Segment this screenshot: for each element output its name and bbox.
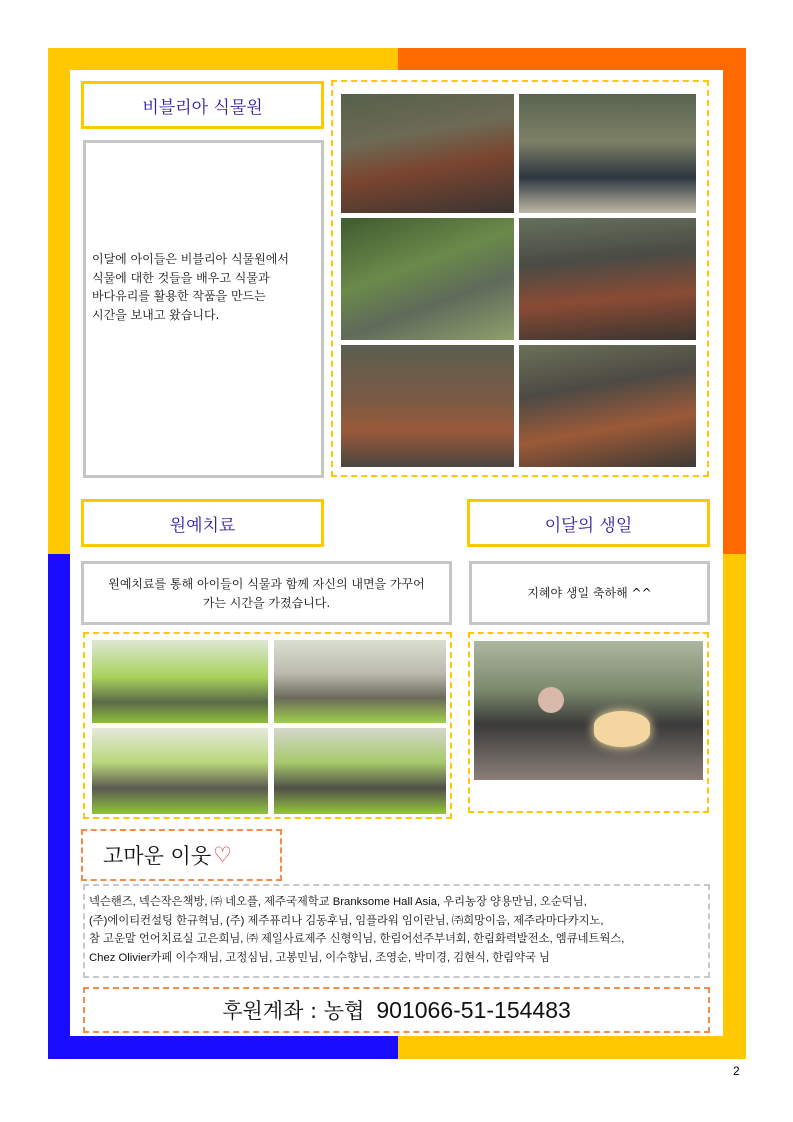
garden-text-line: 시간을 보내고 왔습니다. [92,307,220,322]
garden-photo [519,345,696,467]
garden-text-line: 이달에 아이들은 비블리아 식물원에서 [92,252,289,266]
horticulture-photo-grid [83,632,452,819]
garden-photo [341,94,514,213]
horticulture-photo [274,728,446,814]
garden-photo [341,345,514,467]
sponsor-line: (주)에이티컨설팅 한규혁님, (주) 제주퓨리나 김동후님, 임플라워 임이란님, ㈜희망이음, 제주라마다카지노, [89,914,604,927]
thanks-title-box [81,829,282,881]
garden-text-line: 바다유리를 활용한 작품을 만드는 [92,289,266,304]
thanks-title: 고마운 이웃 [103,844,212,868]
account-box [83,987,710,1033]
sponsor-line: Chez Olivier카페 이수재님, 고정심님, 고봉민님, 이수향님, 조영순, 박미경, 김현식, 한림약국 님 [89,951,550,964]
page-number: 2 [733,1064,740,1078]
birthday-photo [474,641,703,780]
birthday-cake [594,711,650,747]
garden-title [81,81,324,129]
sponsor-line: 참 고운말 언어치료실 고은희님, ㈜ 제일사료제주 신형익님, 한림어선주부녀회, 한림화력발전소, 엠큐네트웍스, [89,933,625,945]
birthday-photo-frame [468,632,709,813]
horticulture-photo [274,640,446,723]
horticulture-photo [92,728,268,814]
sponsor-list [83,884,710,978]
garden-photo [519,218,696,340]
birthday-title-text: 이달의 생일 [544,515,633,536]
account-number: 901066-51-154483 [376,996,571,1023]
horticulture-title [81,499,324,547]
garden-photo [341,218,514,340]
horticulture-text-line: 원예치료를 통해 아이들이 식물과 함께 자신의 내면을 가꾸어 [108,577,425,591]
garden-photo [519,94,696,213]
heart-icon: ♡ [213,843,232,867]
horticulture-text-line: 가는 시간을 가졌습니다. [202,595,331,610]
account-label: 후원계좌 : 농협 [222,999,365,1023]
horticulture-title-text: 원예치료 [169,515,236,536]
birthday-description-box [469,561,710,625]
birthday-child-face [538,687,564,713]
birthday-title [467,499,710,547]
garden-text-line: 식물에 대한 것들을 배우고 식물과 [92,270,270,285]
sponsor-line: 넥슨핸즈, 넥슨작은책방, ㈜ 네오플, 제주국제학교 Branksome Hall Asia, 우리농장 양용만님, 오순덕님, [89,896,587,908]
horticulture-photo [92,640,268,723]
horticulture-description-box [81,561,452,625]
garden-photo-grid [331,80,709,477]
birthday-text: 지혜야 생일 축하해 ^^ [527,585,652,600]
garden-title-text: 비블리아 식물원 [142,97,263,118]
garden-description-box [83,140,324,478]
